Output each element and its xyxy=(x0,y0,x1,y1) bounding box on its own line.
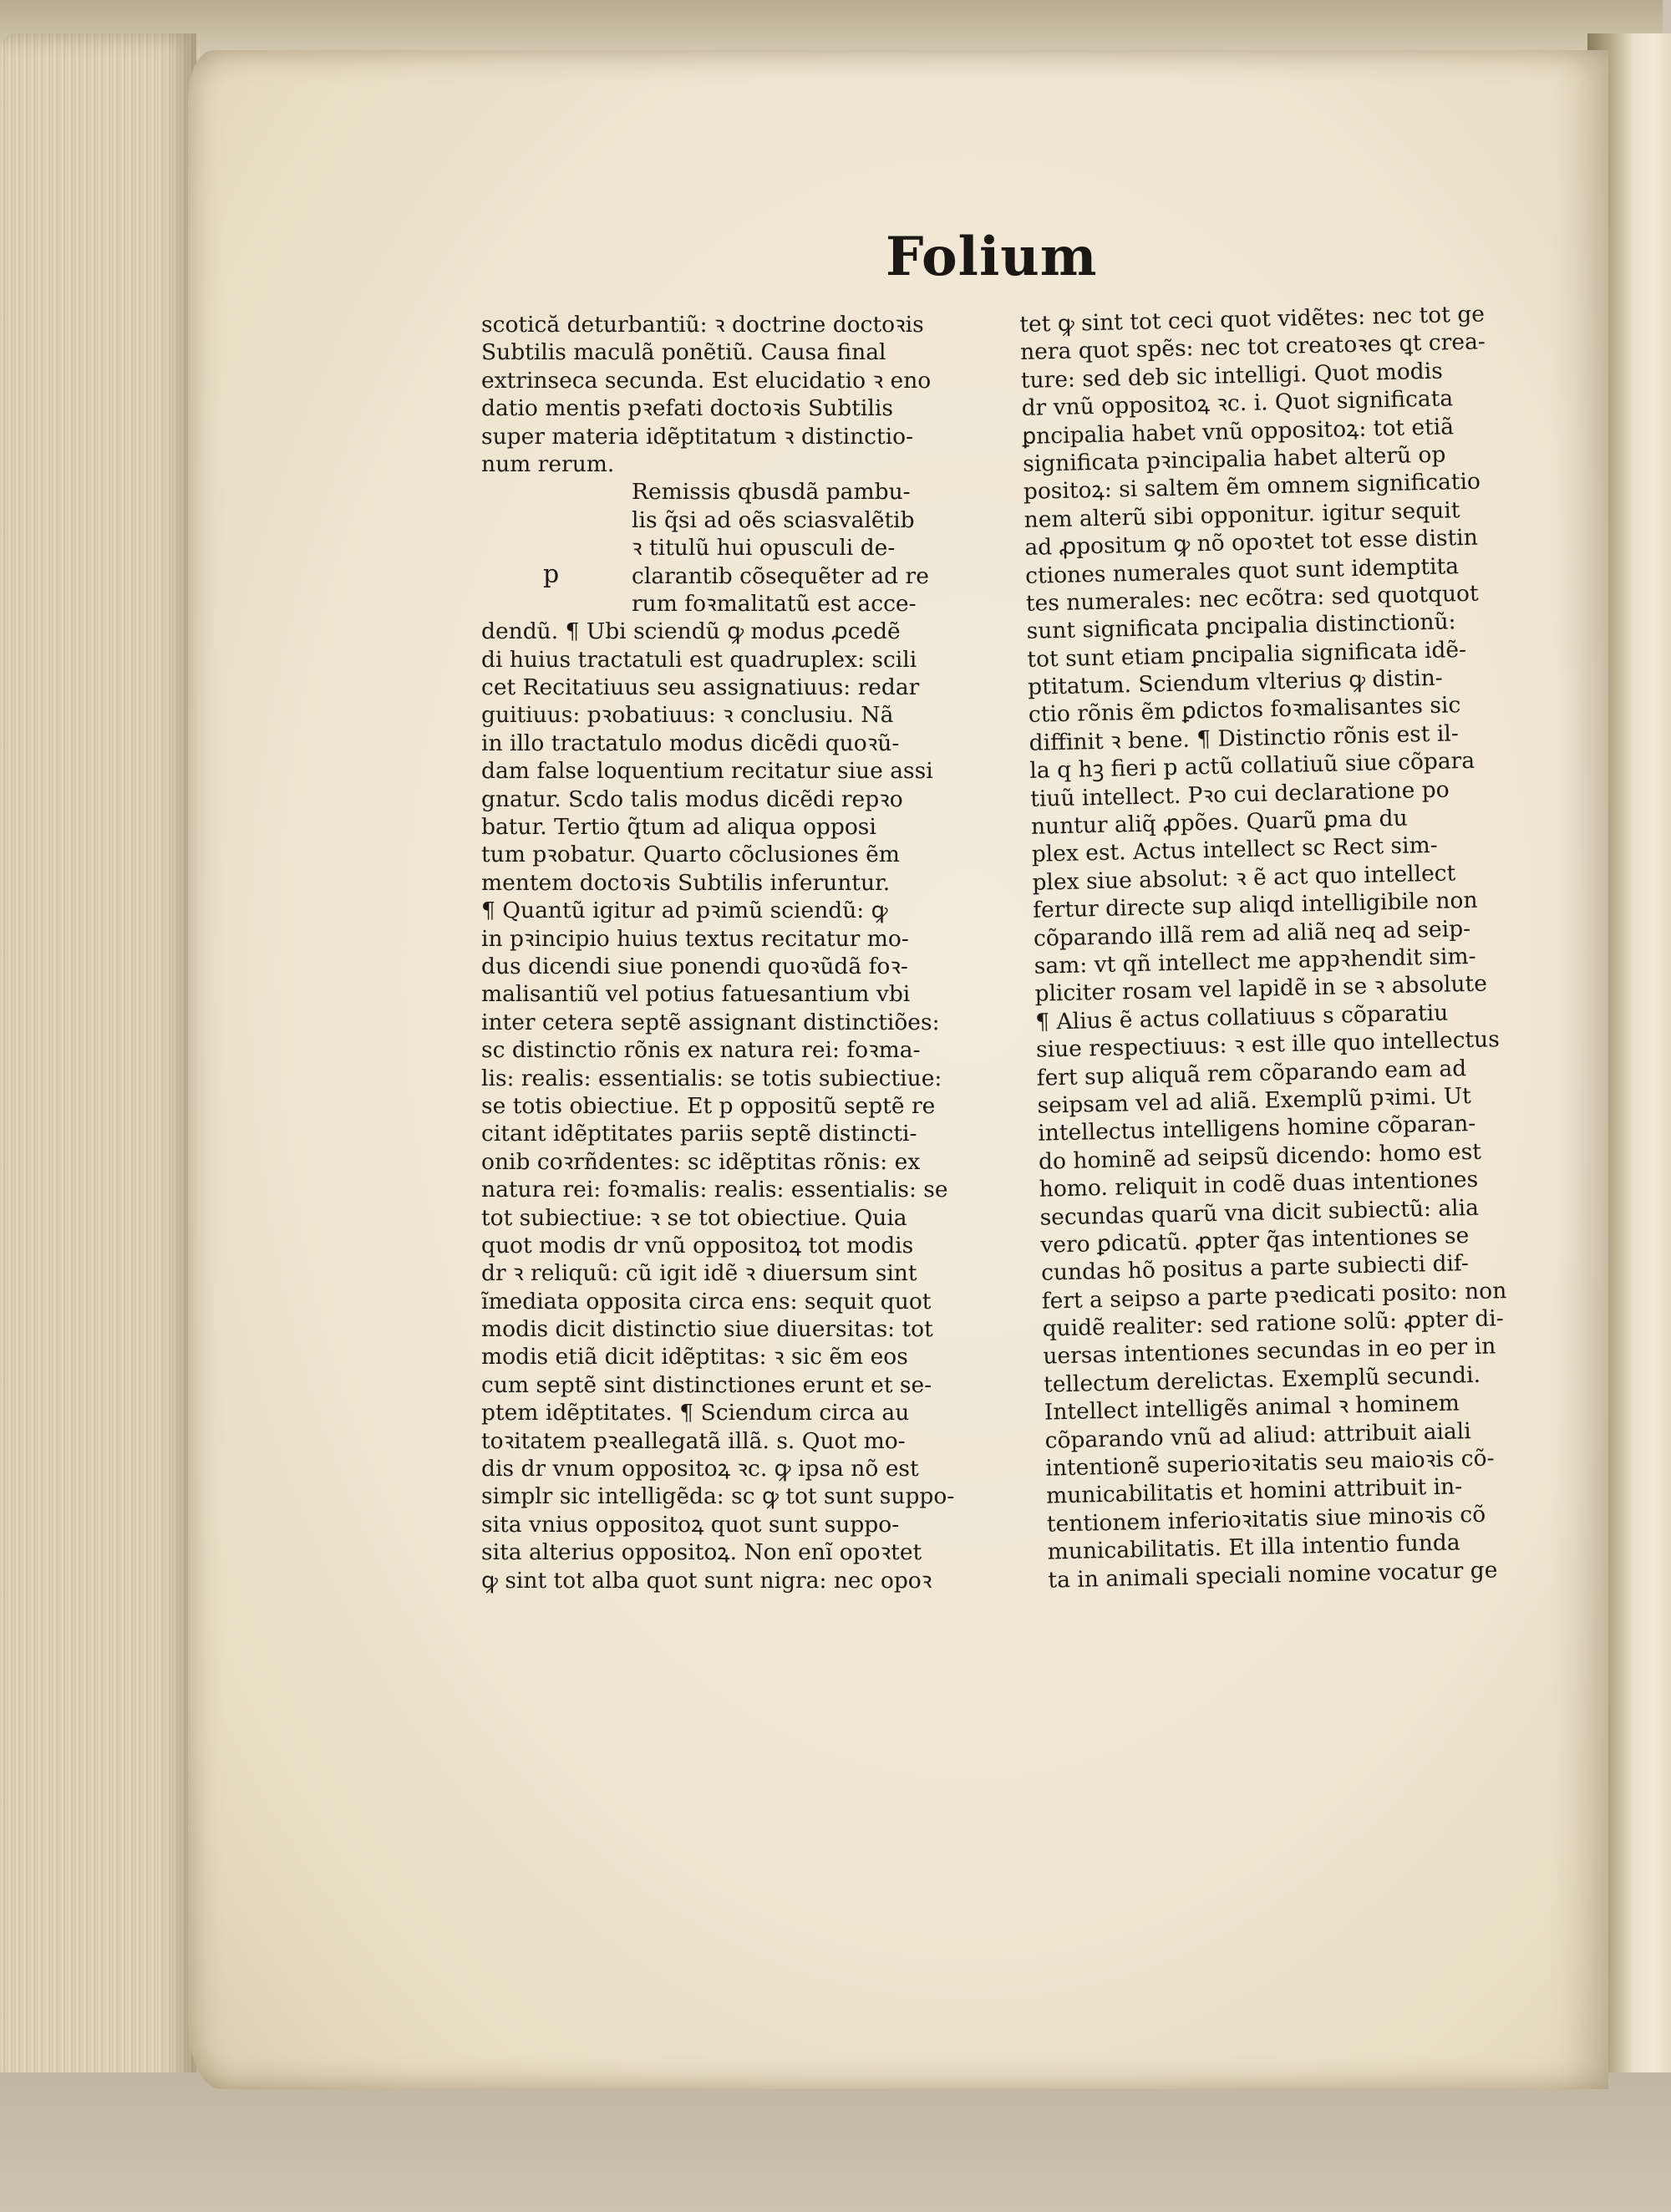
text-line: sita alterius oppositoꝝ. Non enĩ opoꝛtet xyxy=(481,1539,922,1566)
text-line: nuntur aliq̃ ꝓpões. Quarũ ꝑma du xyxy=(1030,805,1408,840)
text-line: tes numerales: nec ecõtra: sed quotquot xyxy=(1025,580,1479,617)
text-line: siue respectiuus: ꝛ est ille quo intellectus xyxy=(1035,1026,1501,1063)
text-line: lis: realis: essentialis: se totis subiectiue: xyxy=(481,1065,942,1091)
initial-letter-guide: p xyxy=(543,560,560,589)
text-line: datio mentis pꝛefati doctoꝛis Subtilis xyxy=(481,395,893,422)
text-line: dus dicendi siue ponendi quoꝛũdã foꝛ- xyxy=(481,953,908,979)
text-line: ta in animali speciali nomine vocatur ge xyxy=(1048,1556,1498,1594)
text-line: intellectus intelligens homine cõparan- xyxy=(1037,1111,1476,1147)
text-line: sunt significata ꝑncipalia distinctionũ: xyxy=(1026,608,1456,645)
text-line: municabilitatis. Et illa intentio funda xyxy=(1047,1529,1460,1565)
text-line: Subtilis maculã ponẽtiũ. Causa final xyxy=(481,339,886,366)
text-line: tot subiectiue: ꝛ se tot obiectiue. Quia xyxy=(481,1204,907,1231)
text-line: batur. Tertio q̃tum ad aliqua opposi xyxy=(481,814,876,841)
text-line: fertur directe sup aliqd intelligibile non xyxy=(1032,887,1478,924)
text-line: diffinit ꝛ bene. ¶ Distinctio rõnis est il- xyxy=(1029,720,1460,756)
text-line: ĩmediata opposita circa ens: sequit quot xyxy=(481,1288,932,1314)
text-line: num rerum. xyxy=(481,450,615,477)
text-line: simplr sic intelligẽda: sc ꝙ tot sunt suppo- xyxy=(481,1483,955,1510)
text-line: tet ꝙ sint tot ceci quot vidẽtes: nec tot ge xyxy=(1019,301,1486,338)
text-line: se totis obiectiue. Et p oppositũ septẽ re xyxy=(481,1092,936,1119)
text-line: ¶ Quantũ igitur ad pꝛimũ sciendũ: ꝙ xyxy=(481,898,888,924)
text-line: modis dicit distinctio siue diuersitas: tot xyxy=(481,1316,933,1343)
text-line: tum pꝛobatur. Quarto cõclusiones ẽm xyxy=(481,842,900,868)
right-text-column xyxy=(1019,301,1508,1594)
left-text-column xyxy=(481,311,983,1594)
text-line: mentem doctoꝛis Subtilis inferuntur. xyxy=(481,869,891,896)
text-line: dam false loquentium recitatur siue assi xyxy=(481,758,933,785)
text-line: homo. reliquit in codẽ duas intentiones xyxy=(1039,1166,1479,1203)
text-line: malisantiũ vel potius fatuesantium vbi xyxy=(481,981,911,1008)
text-line: fert sup aliquã rem cõparando eam ad xyxy=(1036,1055,1467,1091)
text-line: secundas quarũ vna dicit subiectũ: alia xyxy=(1039,1194,1480,1231)
text-line: nera quot spẽs: nec tot creatoꝛes ꝗt crea- xyxy=(1019,328,1486,366)
text-line: cet Recitatiuus seu assignatiuus: redar xyxy=(481,674,920,701)
text-line: municabilitatis et homini attribuit in- xyxy=(1045,1473,1463,1510)
text-line: dr vnũ oppositoꝝ ꝛc. i. Quot significata xyxy=(1021,385,1454,422)
text-line: cõparando illã rem ad aliã neq ad seip- xyxy=(1033,915,1471,952)
text-line: positoꝝ: si saltem ẽm omnem significatio xyxy=(1023,468,1481,506)
text-line: tentionem inferioꝛitatis siue minoꝛis cõ xyxy=(1046,1501,1486,1538)
text-line: natura rei: foꝛmalis: realis: essentialis: se xyxy=(481,1177,948,1203)
text-line: di huius tractatuli est quadruplex: scili xyxy=(481,646,917,673)
text-line: scotică deturbantiũ: ꝛ doctrine doctoꝛis xyxy=(481,312,924,338)
text-line: tot sunt etiam ꝑncipalia significata idẽ- xyxy=(1027,636,1467,673)
text-line: lis q̃si ad oẽs sciasvalẽtib xyxy=(632,506,915,533)
text-line: ture: sed deb sic intelligi. Quot modis xyxy=(1020,358,1444,394)
text-line: onib coꝛrñdentes: sc idẽptitas rõnis: ex xyxy=(481,1148,921,1175)
text-line: ꝙ sint tot alba quot sunt nigra: nec opoꝛ xyxy=(481,1567,932,1594)
text-line: Intellect intelligẽs animal ꝛ hominem xyxy=(1044,1390,1460,1426)
stacked-page-edges xyxy=(0,33,196,2106)
text-line: quidẽ realiter: sed ratione solũ: ꝓpter di- xyxy=(1042,1305,1505,1342)
text-line: ¶ Alius ẽ actus collatiuus s cõparatiu xyxy=(1034,999,1449,1035)
text-line: cundas hõ positus a parte subiecti dif- xyxy=(1040,1250,1470,1286)
text-line: toꝛitatem pꝛeallegatã illã. s. Quot mo- xyxy=(481,1427,906,1454)
text-line: ptitatum. Sciendum vlterius ꝙ distin- xyxy=(1027,664,1444,700)
text-line: cõparando vnũ ad aliud: attribuit aiali xyxy=(1044,1417,1472,1454)
text-line: plex est. Actus intellect sc Rect sim- xyxy=(1031,832,1438,868)
text-line: vero ꝑdicatũ. ꝓpter q̃as intentiones se xyxy=(1040,1222,1470,1259)
text-line: modis etiã dicit idẽptitas: ꝛ sic ẽm eos xyxy=(481,1344,908,1370)
book-bottom-edge xyxy=(0,2072,1671,2212)
text-line: la q hꝫ fieri p actũ collatiuũ siue cõpara xyxy=(1029,748,1475,785)
text-line: ctio rõnis ẽm ꝑdictos foꝛmalisantes sic xyxy=(1028,692,1461,729)
text-line: Remissis qbusdã pambu- xyxy=(632,479,911,506)
text-line: rum foꝛmalitatũ est acce- xyxy=(632,590,917,617)
page-header: Folium xyxy=(886,226,1098,288)
text-line: ad ꝓpositum ꝙ nõ opoꝛtet tot esse distin xyxy=(1024,524,1479,562)
text-line: ptem idẽptitates. ¶ Sciendum circa au xyxy=(481,1400,910,1426)
text-line: quot modis dr vnũ oppositoꝝ tot modis xyxy=(481,1232,914,1259)
text-line: in illo tractatulo modus dicẽdi quoꝛũ- xyxy=(481,730,900,756)
text-line: tiuũ intellect. Pꝛo cui declaratione po xyxy=(1029,776,1450,812)
text-line: do hominẽ ad seipsũ dicendo: homo est xyxy=(1038,1138,1482,1175)
text-line: sam: vt qñ intellect me appꝛhendit sim- xyxy=(1034,943,1476,979)
text-line: ꝑncipalia habet vnũ oppositoꝝ: tot etiã xyxy=(1022,413,1455,450)
text-line: extrinseca secunda. Est elucidatio ꝛ eno xyxy=(481,367,932,394)
text-line: plex siue absolut: ꝛ ẽ act quo intellect xyxy=(1032,860,1456,896)
text-line: tellectum derelictas. Exemplũ secundi. xyxy=(1043,1361,1481,1398)
text-line: citant idẽptitates pariis septẽ distincti- xyxy=(481,1121,917,1147)
text-line: dr ꝛ reliquũ: cũ igit idẽ ꝛ diuersum sint xyxy=(481,1260,917,1287)
text-line: intentionẽ superioꝛitatis seu maioꝛis cõ- xyxy=(1045,1445,1495,1482)
text-line: ctiones numerales quot sunt idemptita xyxy=(1024,552,1460,589)
text-line: super materia idẽptitatum ꝛ distinctio- xyxy=(481,423,914,450)
text-line: dis dr vnum oppositoꝝ ꝛc. ꝙ ipsa nõ est xyxy=(481,1456,919,1482)
text-line: sc distinctio rõnis ex natura rei: foꝛma- xyxy=(481,1037,921,1064)
text-line: gnatur. Scdo talis modus dicẽdi repꝛo xyxy=(481,786,903,812)
text-line: ꝛ titulũ hui opusculi de- xyxy=(632,535,896,562)
text-line: pliciter rosam vel lapidẽ in se ꝛ absolute xyxy=(1034,970,1488,1008)
text-line: seipsam vel ad aliã. Exemplũ pꝛimi. Ut xyxy=(1037,1082,1472,1119)
text-line: significata pꝛincipalia habet alterũ op xyxy=(1022,441,1446,477)
text-line: guitiuus: pꝛobatiuus: ꝛ conclusiu. Nã xyxy=(481,702,894,729)
text-line: fert a seipso a parte pꝛedicati posito: non xyxy=(1041,1277,1507,1314)
text-line: uersas intentiones secundas in eo per in xyxy=(1043,1333,1496,1370)
text-line: in pꝛincipio huius textus recitatur mo- xyxy=(481,925,909,952)
text-line: clarantib cõsequẽter ad re xyxy=(632,562,929,589)
text-line: cum septẽ sint distinctiones erunt et se- xyxy=(481,1371,932,1398)
text-line: nem alterũ sibi opponitur. igitur sequit xyxy=(1023,496,1460,533)
text-line: dendũ. ¶ Ubi sciendũ ꝙ modus ꝓcedẽ xyxy=(481,618,901,645)
text-line: inter cetera septẽ assignant distinctiões: xyxy=(481,1009,940,1035)
text-line: sita vnius oppositoꝝ quot sunt suppo- xyxy=(481,1511,900,1538)
